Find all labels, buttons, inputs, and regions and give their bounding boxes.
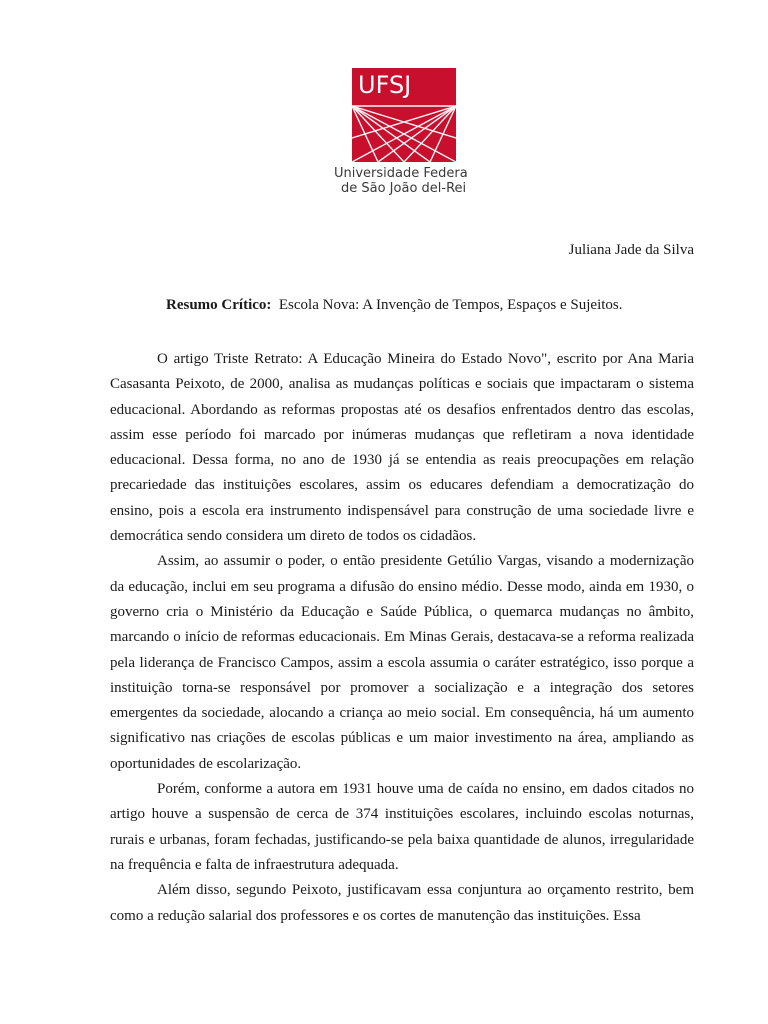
- paragraph-2: Assim, ao assumir o poder, o então presidente Getúlio Vargas, visando a modernização da educação, inclui em seu programa a difusão do ensino médio. Desse modo, ainda em 1930, o governo cria o Ministério da Educação e Saúde Pública, o quemarca mudanças no âmbito, marcando o início de reformas educacionais. Em Minas Gerais, destacava-se a reforma realizada pela liderança de Francisco Campos, assim a escola assumia o caráter estratégico, isso porque a instituição torna-se responsável por promover a socialização e a integração dos setores emergentes da sociedade, alocando a criança ao meio social. Em consequência, há um aumento significativo nas criações de escolas públicas e um maior investimento na área, ampliando as oportunidades de escolarização.: [110, 553, 694, 772]
- logo-name-line-2: de São João del-Rei: [341, 181, 467, 196]
- university-logo: [332, 68, 484, 198]
- paragraph-4: Além disso, segundo Peixoto, justificavam essa conjuntura ao orçamento restrito, bem como a redução salarial dos professores e os cortes de manutenção das instituições. Essa: [110, 882, 694, 924]
- logo-abbreviation: UFSJ: [358, 71, 412, 99]
- logo-university-name: [332, 166, 484, 196]
- logo-emblem: [352, 68, 456, 162]
- author-name: Juliana Jade da Silva: [568, 242, 694, 258]
- body-text: [110, 347, 694, 929]
- paragraph-3: Porém, conforme a autora em 1931 houve uma de caída no ensino, em dados citados no artigo houve a suspensão de cerca de 374 instituições escolares, incluindo escolas noturnas, rurais e urbanas, foram fechadas, justificando-se pela baixa quantidade de alunos, irregularidade na frequência e falta de infraestrutura adequada.: [110, 781, 694, 873]
- logo-name-line-1: Universidade Federa: [334, 166, 468, 181]
- title-text: Escola Nova: A Invenção de Tempos, Espaços e Sujeitos.: [278, 297, 623, 313]
- title-label: Resumo Crítico:: [166, 297, 272, 313]
- document-title: [166, 297, 623, 314]
- paragraph-1: O artigo Triste Retrato: A Educação Mineira do Estado Novo", escrito por Ana Maria Casasanta Peixoto, de 2000, analisa as mudanças políticas e sociais que impactaram o sistema educacional. Abordando as reformas propostas até os desafios enfrentados dentro das escolas, assim esse período foi marcado por inúmeras mudanças que refletiram a nova identidade educacional. Dessa forma, no ano de 1930 já se entendia as reais preocupações em relação precariedade das instituições escolares, assim os educares defendiam a democratização do ensino, pois a escola era instrumento indispensável para construção de uma sociedade livre e democrática sendo considera um direto de todos os cidadãos.: [110, 351, 694, 545]
